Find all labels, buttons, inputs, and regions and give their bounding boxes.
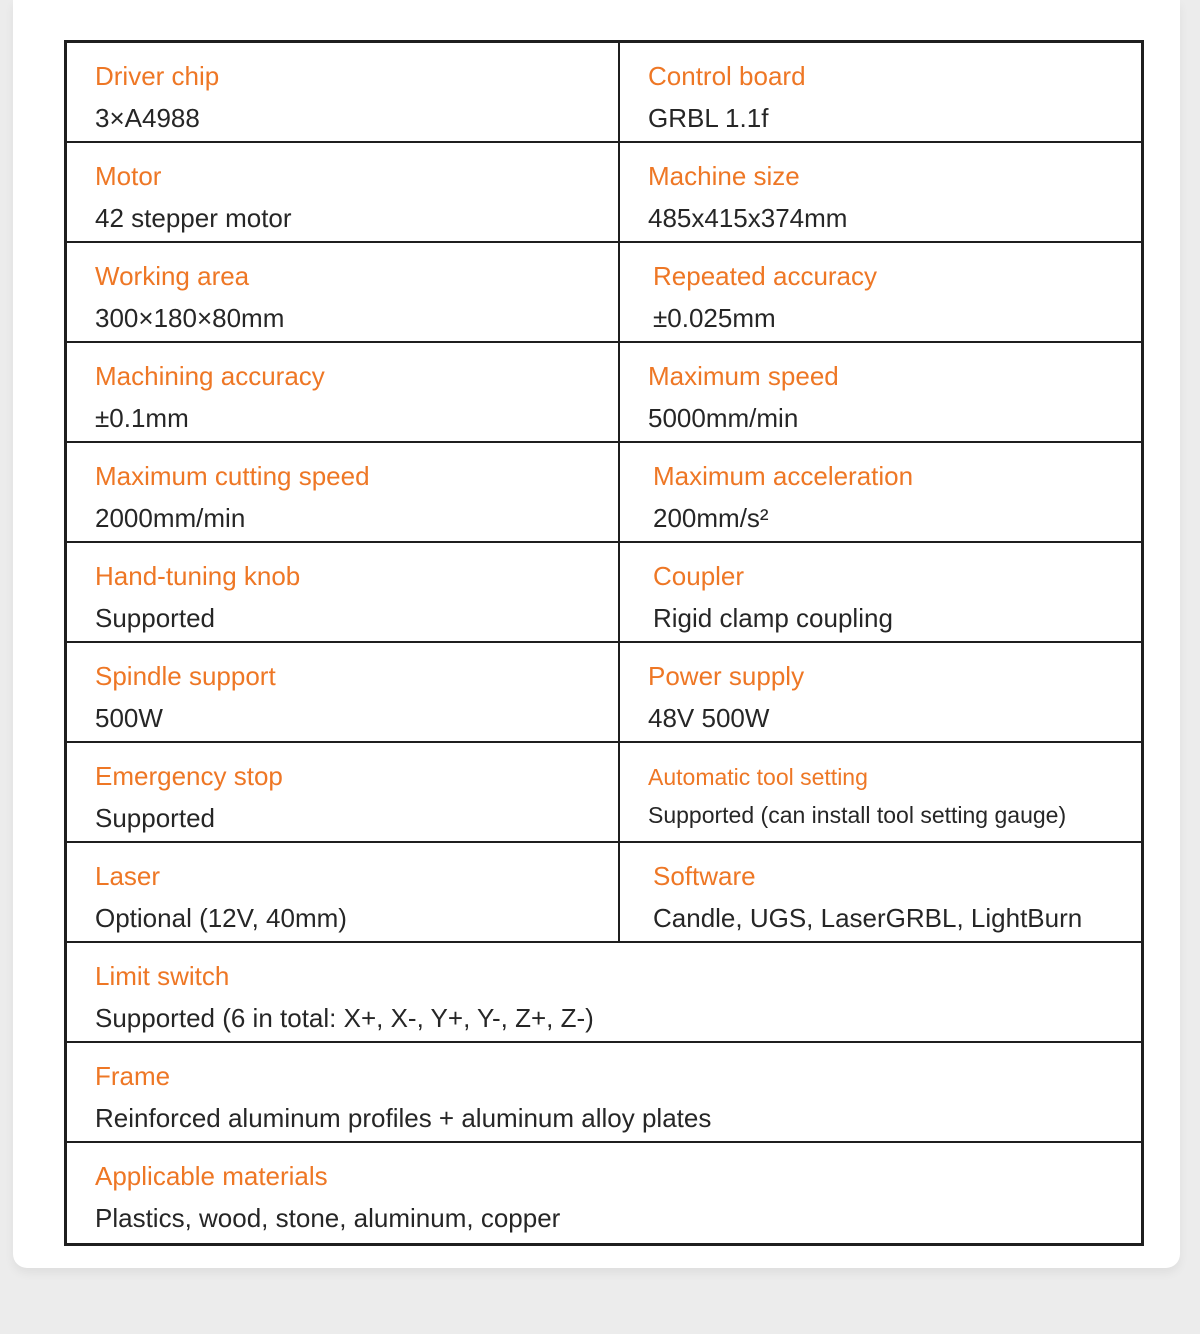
spec-label: Frame [95, 1061, 171, 1091]
spec-value: 300×180×80mm [95, 303, 285, 333]
spec-value: Rigid clamp coupling [653, 603, 893, 633]
spec-value: 485x415x374mm [648, 203, 848, 233]
spec-value: Optional (12V, 40mm) [95, 903, 347, 933]
spec-cell-repeated-accuracy [620, 243, 1141, 343]
spec-label: Limit switch [95, 961, 230, 991]
spec-cell-emergency-stop [67, 743, 620, 843]
spec-cell-working-area [67, 243, 620, 343]
spec-value: 2000mm/min [95, 503, 246, 533]
spec-cell-limit-switch [67, 943, 1141, 1043]
spec-label: Motor [95, 161, 162, 191]
spec-label: Repeated accuracy [653, 261, 878, 291]
spec-label: Emergency stop [95, 761, 283, 791]
spec-cell-machining-accuracy [67, 343, 620, 443]
spec-label: Applicable materials [95, 1161, 328, 1191]
spec-cell-driver-chip [67, 43, 620, 143]
spec-cell-laser [67, 843, 620, 943]
spec-label: Maximum speed [648, 361, 839, 391]
spec-value: GRBL 1.1f [648, 103, 769, 133]
spec-cell-maximum-acceleration [620, 443, 1141, 543]
spec-cell-software [620, 843, 1141, 943]
spec-label: Automatic tool setting [648, 764, 868, 790]
spec-value: Candle, UGS, LaserGRBL, LightBurn [653, 903, 1083, 933]
spec-label: Power supply [648, 661, 805, 691]
spec-cell-applicable-materials [67, 1143, 1141, 1243]
spec-label: Maximum acceleration [653, 461, 914, 491]
spec-value: Supported [95, 603, 215, 633]
spec-value: 500W [95, 703, 163, 733]
spec-label: Machining accuracy [95, 361, 325, 391]
spec-cell-hand-tuning-knob [67, 543, 620, 643]
spec-cell-automatic-tool-setting [620, 743, 1141, 843]
spec-cell-motor [67, 143, 620, 243]
spec-label: Laser [95, 861, 161, 891]
specifications-table [64, 40, 1144, 1246]
spec-label: Driver chip [95, 61, 220, 91]
spec-label: Hand-tuning knob [95, 561, 301, 591]
spec-cell-coupler [620, 543, 1141, 643]
spec-cell-control-board [620, 43, 1141, 143]
spec-value: Reinforced aluminum profiles + aluminum alloy plates [95, 1103, 712, 1133]
spec-value: Supported (can install tool setting gauge) [648, 802, 1067, 828]
spec-value: 42 stepper motor [95, 203, 292, 233]
spec-cell-power-supply [620, 643, 1141, 743]
spec-value: Supported [95, 803, 215, 833]
spec-label: Maximum cutting speed [95, 461, 370, 491]
content-card [13, 0, 1180, 1268]
spec-label: Coupler [653, 561, 745, 591]
spec-cell-spindle-support [67, 643, 620, 743]
spec-value: Plastics, wood, stone, aluminum, copper [95, 1203, 561, 1233]
spec-cell-maximum-speed [620, 343, 1141, 443]
spec-value: ±0.025mm [653, 303, 776, 333]
spec-label: Machine size [648, 161, 800, 191]
spec-value: ±0.1mm [95, 403, 189, 433]
spec-label: Control board [648, 61, 806, 91]
spec-value: Supported (6 in total: X+, X-, Y+, Y-, Z+, Z-) [95, 1003, 594, 1033]
spec-label: Working area [95, 261, 250, 291]
spec-label: Spindle support [95, 661, 276, 691]
spec-value: 48V 500W [648, 703, 770, 733]
spec-cell-maximum-cutting-speed [67, 443, 620, 543]
spec-value: 200mm/s² [653, 503, 769, 533]
spec-cell-machine-size [620, 143, 1141, 243]
spec-cell-frame [67, 1043, 1141, 1143]
spec-label: Software [653, 861, 756, 891]
spec-value: 5000mm/min [648, 403, 799, 433]
spec-value: 3×A4988 [95, 103, 200, 133]
